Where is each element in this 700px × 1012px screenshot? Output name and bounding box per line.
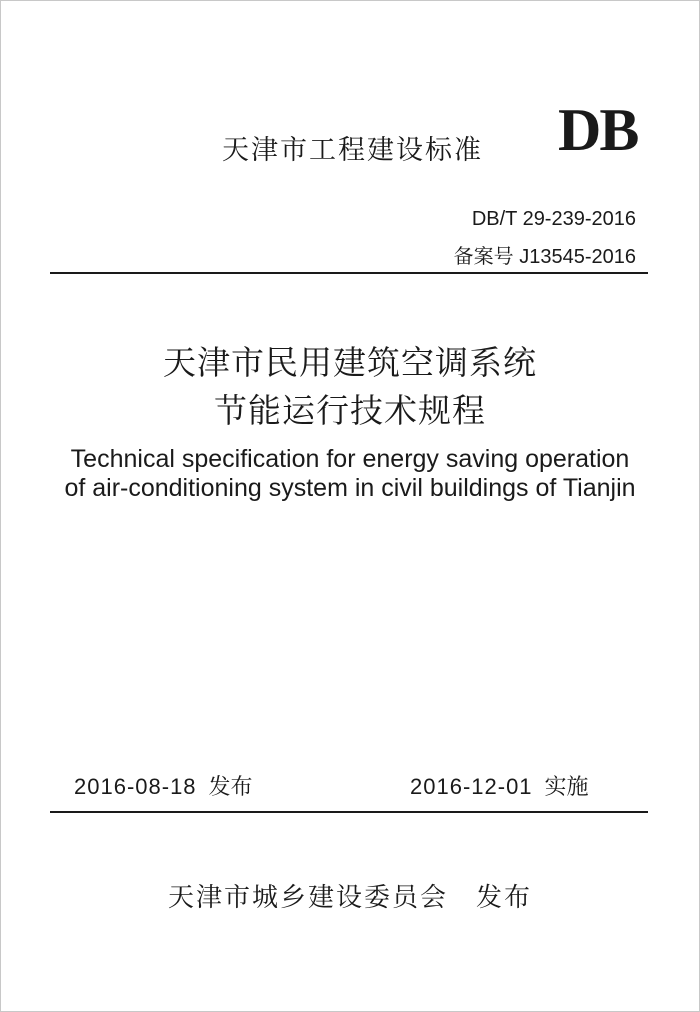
publisher: 天津市城乡建设委员会 发布	[167, 883, 532, 913]
record-number: 备案号 J13545-2016	[453, 246, 636, 268]
standard-number: DB/T 29-239-2016	[471, 208, 636, 230]
title-english-line-1: Technical specification for energy saving operation	[70, 445, 630, 473]
implement-label: 实施	[544, 775, 589, 800]
title-chinese-line-2: 节能运行技术规程	[214, 391, 486, 430]
title-chinese-line-1: 天津市民用建筑空调系统	[163, 343, 537, 382]
issue-date-block	[74, 770, 253, 801]
standard-type: 天津市工程建设标准	[222, 135, 483, 166]
issue-label: 发布	[208, 775, 253, 800]
implement-date-block	[410, 770, 589, 801]
bottom-divider	[50, 811, 648, 813]
title-english-line-2: of air-conditioning system in civil buildings of Tianjin	[64, 474, 636, 502]
issue-date: 2016-08-18	[74, 774, 197, 799]
implement-date: 2016-12-01	[410, 774, 533, 799]
top-divider	[50, 272, 648, 274]
db-logo: DB	[558, 97, 638, 163]
